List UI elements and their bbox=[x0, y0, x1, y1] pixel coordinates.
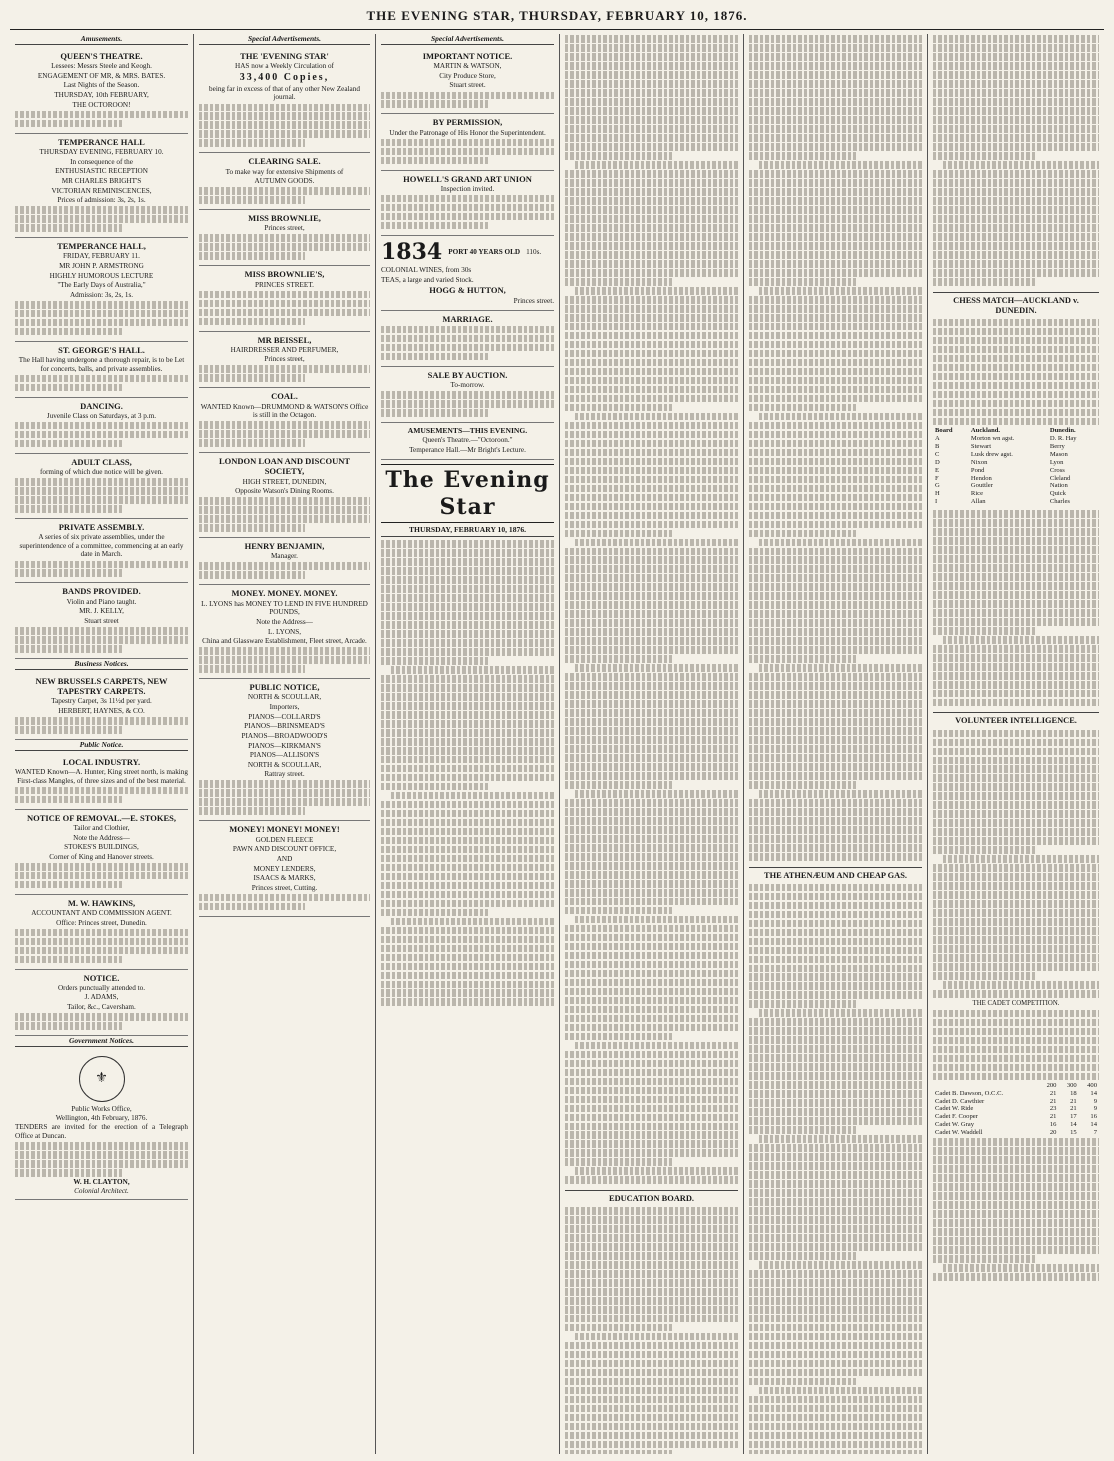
marriage-notice bbox=[381, 311, 554, 367]
text-block bbox=[381, 326, 554, 361]
ad-line: HIGHLY HUMOROUS LECTURE bbox=[49, 271, 154, 280]
ad-heading: MONEY. MONEY. MONEY. bbox=[231, 588, 338, 599]
text-block bbox=[15, 301, 188, 336]
text-block bbox=[199, 647, 370, 673]
star-count: 33,400 Copies, bbox=[239, 71, 330, 83]
chess-cell: A bbox=[935, 435, 940, 443]
article-text bbox=[933, 319, 1099, 425]
chess-cell: Lusk drew agst. bbox=[970, 450, 1013, 458]
amusements-line: Temperance Hall.—Mr Bright's Lecture. bbox=[409, 445, 526, 454]
volunteer-heading: VOLUNTEER INTELLIGENCE. bbox=[933, 712, 1099, 726]
chess-cell: F bbox=[935, 474, 939, 482]
ad-line: In consequence of the bbox=[70, 157, 133, 166]
advertisement bbox=[15, 398, 188, 454]
ad-heading: PRIVATE ASSEMBLY. bbox=[58, 522, 145, 532]
chess-cell: Gouttler bbox=[970, 482, 993, 490]
score-cell: 14 bbox=[1070, 1121, 1077, 1129]
chess-row bbox=[933, 482, 1099, 490]
chess-cell: Cleland bbox=[1049, 474, 1071, 482]
advertisement bbox=[15, 238, 188, 342]
ad-line: MR. J. KELLY, bbox=[79, 607, 124, 616]
chess-cell: Lyon bbox=[1049, 458, 1064, 466]
text-block bbox=[199, 894, 370, 911]
ad-line: ENGAGEMENT OF MR, & MRS. BATES. bbox=[37, 71, 166, 80]
ad-heading: MR BEISSEL, bbox=[257, 334, 312, 345]
star-head: THE 'EVENING STAR' bbox=[240, 51, 329, 61]
chess-cell: Charles bbox=[1049, 498, 1070, 506]
text-block bbox=[199, 234, 370, 260]
ad-line: NORTH & SCOULLAR, bbox=[247, 760, 322, 769]
port-firm: HOGG & HUTTON, bbox=[429, 285, 506, 296]
advertisement bbox=[15, 48, 188, 134]
section-heading: Special Advertisements. bbox=[199, 34, 370, 45]
ad-line: AUTUMN GOODS. bbox=[254, 177, 315, 186]
chess-header-cell: Auckland. bbox=[970, 427, 1001, 435]
text-block bbox=[15, 863, 188, 889]
text-block bbox=[15, 787, 188, 804]
column-leader-cont bbox=[560, 34, 744, 1454]
ad-line: Tapestry Carpet, 3s 11½d per yard. bbox=[51, 697, 152, 706]
advertisement bbox=[199, 388, 370, 453]
ad-line: PIANOS—BRINSMEAD'S bbox=[244, 722, 325, 731]
auction-head: SALE BY AUCTION. bbox=[427, 369, 508, 380]
ad-heading: IMPORTANT NOTICE. bbox=[422, 51, 513, 61]
article-text bbox=[565, 1207, 738, 1454]
ad-heading: CLEARING SALE. bbox=[248, 156, 321, 167]
chess-cell: Cross bbox=[1049, 466, 1065, 474]
text-block bbox=[199, 562, 370, 579]
royal-seal-icon: ⚜ bbox=[79, 1056, 125, 1102]
advertisement bbox=[15, 810, 188, 895]
ad-line: Note the Address— bbox=[256, 617, 313, 626]
star-line: HAS now a Weekly Circulation of bbox=[235, 62, 334, 71]
chess-cell: Rice bbox=[970, 490, 984, 498]
ad-line: HAIRDRESSER AND PERFUMER, bbox=[230, 345, 339, 354]
ad-line: PAWN AND DISCOUNT OFFICE, bbox=[232, 845, 337, 854]
ad-heading: NOTICE OF REMOVAL.—E. STOKES, bbox=[26, 812, 177, 823]
star-circulation-ad bbox=[199, 48, 370, 153]
ad-line: Tailor and Clothier, bbox=[73, 823, 130, 832]
ad-line: L. LYONS has MONEY TO LEND IN FIVE HUNDRED POUNDS, bbox=[201, 599, 368, 617]
text-block bbox=[15, 1142, 188, 1177]
chess-table bbox=[933, 427, 1099, 506]
port-line: TEAS, a large and varied Stock. bbox=[381, 275, 474, 284]
amusements-tonight bbox=[381, 423, 554, 460]
score-cell: Cadet W. Ride bbox=[935, 1105, 974, 1113]
port-wine-ad bbox=[381, 236, 554, 312]
ad-line: Corner of King and Hanover streets. bbox=[49, 852, 154, 861]
ad-line: Admission: 3s, 2s, 1s. bbox=[69, 290, 134, 299]
ad-line: MR JOHN P. ARMSTRONG bbox=[59, 261, 144, 270]
chess-row bbox=[933, 498, 1099, 506]
article-text bbox=[933, 730, 1099, 998]
advertisement bbox=[199, 210, 370, 266]
article-text bbox=[749, 884, 922, 1454]
ad-heading: HOWELL'S GRAND ART UNION bbox=[403, 173, 532, 184]
column-special-ads bbox=[194, 34, 376, 1454]
chess-cell: Nation bbox=[1049, 482, 1068, 490]
score-cell: 23 bbox=[1049, 1105, 1057, 1113]
score-cell: 9 bbox=[1093, 1105, 1097, 1113]
column-news bbox=[744, 34, 928, 1454]
ad-line: PIANOS—BROADWOOD'S bbox=[241, 731, 328, 740]
text-block bbox=[199, 187, 370, 204]
ad-line: Manager. bbox=[271, 552, 298, 561]
advertisement bbox=[15, 754, 188, 810]
article-text bbox=[933, 1010, 1099, 1080]
advertisement bbox=[199, 332, 370, 389]
amusement-ads bbox=[15, 48, 188, 659]
gov-line: TENDERS are invited for the erection of a Telegraph Office at Duncan. bbox=[15, 1123, 188, 1141]
ad-line: PIANOS—KIRKMAN'S bbox=[248, 741, 321, 750]
ad-heading: PUBLIC NOTICE, bbox=[249, 682, 320, 693]
advertisement bbox=[15, 519, 188, 583]
score-cell: 21 bbox=[1049, 1113, 1057, 1121]
chess-row bbox=[933, 467, 1099, 475]
ad-heading: LOCAL INDUSTRY. bbox=[62, 756, 141, 767]
cadet-competition-heading: THE CADET COMPETITION. bbox=[972, 999, 1060, 1007]
chess-row bbox=[933, 475, 1099, 483]
advertisement bbox=[15, 454, 188, 519]
ad-heading: COAL. bbox=[271, 391, 298, 402]
score-cell: 21 bbox=[1049, 1097, 1057, 1105]
article-text bbox=[749, 35, 922, 860]
chess-cell: Morton wn agst. bbox=[970, 435, 1015, 443]
text-block bbox=[15, 561, 188, 578]
port-text: PORT 40 YEARS OLD bbox=[448, 247, 521, 256]
score-cell: 21 bbox=[1070, 1097, 1077, 1105]
ad-heading: TEMPERANCE HALL bbox=[58, 136, 145, 147]
score-header-cell: 300 bbox=[1066, 1081, 1077, 1089]
text-block bbox=[199, 365, 370, 382]
score-cell: 21 bbox=[1049, 1089, 1057, 1097]
ad-heading: ST. GEORGE'S HALL. bbox=[58, 344, 145, 355]
ad-line: Juvenile Class on Saturdays, at 3 p.m. bbox=[46, 411, 157, 420]
text-block bbox=[15, 111, 188, 128]
article-text bbox=[565, 35, 738, 1184]
ad-heading: BY PERMISSION, bbox=[432, 117, 503, 128]
ad-heading: HENRY BENJAMIN, bbox=[244, 541, 325, 552]
advertisement bbox=[381, 48, 554, 114]
ad-line: Stuart street bbox=[84, 616, 119, 625]
ad-line: GOLDEN FLEECE bbox=[255, 835, 314, 844]
text-block bbox=[381, 139, 554, 165]
text-block bbox=[199, 497, 370, 532]
chess-cell: I bbox=[935, 498, 938, 506]
score-cell: Cadet W. Gray bbox=[935, 1121, 975, 1129]
ad-line: THURSDAY, 10th FEBRUARY, bbox=[54, 91, 149, 100]
ad-line: PIANOS—COLLARD'S bbox=[248, 712, 321, 721]
score-cell: 18 bbox=[1070, 1089, 1077, 1097]
ad-heading: BANDS PROVIDED. bbox=[62, 586, 141, 597]
ad-heading: TEMPERANCE HALL, bbox=[57, 241, 146, 252]
ad-line: WANTED Known—A. Hunter, King street north, is making First-class Mangles, of three sizes and of the best material. bbox=[15, 768, 188, 785]
section-heading: Public Notice. bbox=[15, 740, 188, 751]
ad-line: To make way for extensive Shipments of bbox=[225, 167, 344, 176]
chess-row bbox=[933, 459, 1099, 467]
marriage-head: MARRIAGE. bbox=[442, 314, 493, 325]
ad-line: Under the Patronage of His Honor the Superintendent. bbox=[389, 128, 546, 137]
score-cell: 7 bbox=[1093, 1129, 1097, 1137]
gov-signature: W. H. CLAYTON, bbox=[73, 1178, 130, 1187]
ad-line: PRINCES STREET. bbox=[255, 280, 314, 289]
ad-line: STOKES'S BUILDINGS, bbox=[64, 843, 139, 852]
chess-row bbox=[933, 451, 1099, 459]
advertisement bbox=[199, 538, 370, 585]
chess-cell: Berry bbox=[1049, 442, 1065, 450]
score-cell: 15 bbox=[1070, 1129, 1077, 1137]
special-ads-list bbox=[381, 48, 554, 236]
advertisement bbox=[199, 266, 370, 331]
ad-line: MONEY LENDERS, bbox=[253, 864, 316, 873]
ad-line: J. ADAMS, bbox=[84, 993, 119, 1002]
public-notice-ads bbox=[15, 754, 188, 1036]
advertisement bbox=[15, 895, 188, 970]
chess-cell: Quick bbox=[1049, 490, 1066, 498]
score-cell: Cadet D. Cawthier bbox=[935, 1097, 985, 1105]
ad-line: Inspection invited. bbox=[440, 184, 495, 193]
score-cell: Cadet W. Waddell bbox=[935, 1129, 983, 1137]
ad-line: FRIDAY, FEBRUARY 11. bbox=[63, 252, 140, 261]
advertisement bbox=[199, 679, 370, 821]
ad-line: Rattray street. bbox=[264, 770, 305, 779]
ad-line: Office: Princes street, Dunedin. bbox=[56, 918, 147, 927]
section-heading: Special Advertisements. bbox=[381, 34, 554, 45]
chess-row bbox=[933, 443, 1099, 451]
ad-line: L. LYONS, bbox=[267, 627, 302, 636]
ad-line: MR CHARLES BRIGHT'S bbox=[61, 176, 142, 185]
section-heading: Government Notices. bbox=[15, 1036, 188, 1047]
advertisement bbox=[381, 114, 554, 170]
column-sport bbox=[928, 34, 1104, 1454]
text-block bbox=[199, 291, 370, 326]
ad-heading: QUEEN'S THEATRE. bbox=[60, 51, 143, 61]
advertisement bbox=[15, 342, 188, 398]
chess-heading: CHESS MATCH—AUCKLAND v. DUNEDIN. bbox=[933, 292, 1099, 316]
article-text bbox=[933, 1138, 1099, 1280]
gov-office: Public Works Office, bbox=[71, 1105, 132, 1114]
text-block bbox=[15, 375, 188, 392]
chess-row bbox=[933, 435, 1099, 443]
gov-place: Wellington, 4th February, 1876. bbox=[55, 1113, 148, 1122]
chess-cell: Pond bbox=[970, 466, 985, 474]
text-block bbox=[199, 421, 370, 447]
score-cell: 17 bbox=[1070, 1113, 1077, 1121]
ad-line: HERBERT, HAYNES, & CO. bbox=[58, 706, 145, 715]
government-notice bbox=[15, 1050, 188, 1200]
advertisement bbox=[381, 171, 554, 236]
ad-line: forming of which due notice will be given. bbox=[40, 468, 163, 477]
ad-line: AND bbox=[276, 854, 293, 863]
score-row bbox=[933, 1105, 1099, 1113]
column-special-ads-2 bbox=[376, 34, 560, 1454]
ad-line: HIGH STREET, DUNEDIN, bbox=[242, 477, 327, 486]
ad-line: THURSDAY EVENING, FEBRUARY 10. bbox=[39, 147, 164, 156]
score-cell: 9 bbox=[1093, 1097, 1097, 1105]
port-price: 110s. bbox=[526, 247, 542, 256]
ad-line: NORTH & SCOULLAR, bbox=[247, 693, 322, 702]
score-row bbox=[933, 1113, 1099, 1121]
text-block bbox=[15, 627, 188, 653]
ad-line: City Produce Store, bbox=[439, 71, 496, 80]
text-block bbox=[199, 780, 370, 815]
chess-cell: C bbox=[935, 450, 940, 458]
ad-heading: NEW BRUSSELS CARPETS, NEW TAPESTRY CARPETS. bbox=[35, 675, 168, 697]
chess-header-cell: Dunedin. bbox=[1049, 427, 1076, 435]
text-block bbox=[381, 195, 554, 230]
score-row bbox=[933, 1129, 1099, 1137]
ad-heading: ADULT CLASS, bbox=[71, 456, 132, 467]
text-block bbox=[381, 391, 554, 417]
ad-heading: MONEY! MONEY! MONEY! bbox=[229, 824, 340, 835]
ad-line: Princes street, bbox=[264, 224, 305, 233]
article-text bbox=[933, 510, 1099, 706]
port-address: Princes street. bbox=[513, 296, 554, 305]
chess-cell: D. R. Hay bbox=[1049, 435, 1077, 443]
dateline: THURSDAY, FEBRUARY 10, 1876. bbox=[381, 525, 554, 537]
ad-heading: LONDON LOAN AND DISCOUNT SOCIETY, bbox=[218, 456, 351, 477]
ad-heading: MISS BROWNLIE, bbox=[248, 213, 321, 224]
chess-cell: Nixon bbox=[970, 458, 988, 466]
star-line2: being far in excess of that of any other New Zealand journal. bbox=[209, 84, 360, 102]
advertisement bbox=[199, 821, 370, 916]
auction-notice bbox=[381, 367, 554, 423]
section-heading: Amusements. bbox=[15, 34, 188, 45]
score-header-cell: 400 bbox=[1087, 1081, 1097, 1089]
chess-row bbox=[933, 490, 1099, 498]
advertisement bbox=[15, 970, 188, 1036]
masthead-title: THE EVENING STAR, THURSDAY, FEBRUARY 10, 1876. bbox=[10, 8, 1104, 30]
ad-heading: DANCING. bbox=[80, 400, 123, 411]
ad-line: ISAACS & MARKS, bbox=[253, 874, 316, 883]
chess-cell: Allan bbox=[970, 498, 986, 506]
advertisement bbox=[15, 583, 188, 658]
text-block bbox=[15, 717, 188, 734]
score-row bbox=[933, 1098, 1099, 1106]
amusements-head: AMUSEMENTS—THIS EVENING. bbox=[407, 425, 528, 435]
text-block bbox=[199, 104, 370, 148]
ad-line: Violin and Piano taught. bbox=[66, 597, 137, 606]
ad-heading: M. W. HAWKINS, bbox=[67, 897, 136, 908]
ad-line: Princes street, bbox=[264, 355, 305, 364]
ad-line: PIANOS—ALLISON'S bbox=[249, 751, 320, 760]
leader-article bbox=[381, 540, 554, 1006]
chess-cell: Mason bbox=[1049, 450, 1068, 458]
business-ads bbox=[15, 673, 188, 740]
score-header-cell: 200 bbox=[1046, 1081, 1057, 1089]
ad-line: A series of six private assemblies, under the superintendence of a committee, commencing at an early date in March. bbox=[19, 533, 184, 559]
ad-line: ACCOUNTANT AND COMMISSION AGENT. bbox=[31, 909, 172, 918]
score-cell: 16 bbox=[1090, 1113, 1097, 1121]
text-block bbox=[15, 929, 188, 964]
amusements-line: Queen's Theatre.—"Octoroon." bbox=[422, 436, 513, 445]
text-block bbox=[381, 92, 554, 109]
ad-line: Princes street, Cutting. bbox=[251, 883, 318, 892]
gov-title: Colonial Architect. bbox=[74, 1186, 129, 1195]
ad-line: Last Nights of the Season. bbox=[63, 81, 140, 90]
ad-line: VICTORIAN REMINISCENCES, bbox=[51, 186, 152, 195]
ad-line: Importers, bbox=[269, 702, 300, 711]
score-cell: 20 bbox=[1049, 1129, 1057, 1137]
text-block bbox=[15, 206, 188, 232]
columns bbox=[10, 34, 1104, 1454]
section-heading: Business Notices. bbox=[15, 659, 188, 670]
column-amusements bbox=[10, 34, 194, 1454]
ad-line: China and Glassware Establishment, Fleet street, Arcade. bbox=[202, 637, 367, 646]
athenaeum-heading: THE ATHENÆUM AND CHEAP GAS. bbox=[749, 867, 922, 881]
chess-cell: B bbox=[935, 442, 940, 450]
advertisement bbox=[15, 134, 188, 238]
cadet-scores-table bbox=[933, 1082, 1099, 1137]
ad-line: WANTED Known—DRUMMOND & WATSON'S Office is still in the Octagon. bbox=[200, 402, 369, 420]
text-block bbox=[15, 1013, 188, 1030]
port-year: 1834 bbox=[381, 238, 443, 265]
ad-line: ENTHUSIASTIC RECEPTION bbox=[55, 167, 148, 176]
chess-header-cell: Board bbox=[935, 427, 953, 435]
chess-cell: Stewart bbox=[970, 442, 992, 450]
score-cell: 21 bbox=[1070, 1105, 1077, 1113]
chess-cell: G bbox=[935, 482, 940, 490]
score-cell: 14 bbox=[1090, 1121, 1097, 1129]
text-block bbox=[15, 478, 188, 513]
auction-line: To-morrow. bbox=[450, 381, 485, 389]
text-block bbox=[15, 422, 188, 448]
ad-line: THE OCTOROON! bbox=[72, 100, 131, 109]
article-text bbox=[933, 35, 1099, 285]
ad-line: Lessees: Messrs Steele and Keogh. bbox=[51, 62, 152, 71]
advertisement bbox=[15, 673, 188, 740]
special-ads-list bbox=[199, 153, 370, 916]
ad-line: MARTIN & WATSON, bbox=[433, 62, 502, 71]
advertisement bbox=[199, 453, 370, 538]
ad-line: Note the Address— bbox=[73, 833, 130, 842]
port-line: COLONIAL WINES, from 30s bbox=[381, 266, 472, 275]
chess-cell: H bbox=[935, 490, 940, 498]
ad-line: "The Early Days of Australia," bbox=[57, 281, 146, 290]
score-header-cell bbox=[933, 1082, 1038, 1090]
score-cell: Cadet B. Dawson, O.C.C. bbox=[935, 1089, 1004, 1097]
advertisement bbox=[199, 585, 370, 679]
nameplate: The Evening Star bbox=[381, 464, 554, 523]
ad-line: Orders punctually attended to. bbox=[57, 983, 146, 992]
score-cell: 16 bbox=[1049, 1121, 1057, 1129]
score-row bbox=[933, 1121, 1099, 1129]
score-row bbox=[933, 1090, 1099, 1098]
advertisement bbox=[199, 153, 370, 210]
ad-line: Opposite Watson's Dining Rooms. bbox=[235, 487, 334, 496]
chess-cell: D bbox=[935, 458, 940, 466]
score-cell: Cadet F. Cooper bbox=[935, 1113, 978, 1121]
ad-line: Tailor, &c., Caversham. bbox=[67, 1003, 136, 1012]
ad-heading: NOTICE. bbox=[83, 972, 120, 983]
ad-line: Stuart street. bbox=[449, 81, 486, 90]
chess-cell: E bbox=[935, 466, 940, 474]
ad-line: The Hall having undergone a thorough repair, is to be Let for concerts, balls, and private assemblies. bbox=[18, 356, 185, 373]
ad-line: Prices of admission: 3s, 2s, 1s. bbox=[57, 196, 146, 205]
score-cell: 14 bbox=[1090, 1089, 1097, 1097]
chess-cell: Hendon bbox=[970, 474, 992, 482]
education-board-heading: EDUCATION BOARD. bbox=[565, 1190, 738, 1204]
ad-heading: MISS BROWNLIE'S, bbox=[244, 269, 325, 280]
